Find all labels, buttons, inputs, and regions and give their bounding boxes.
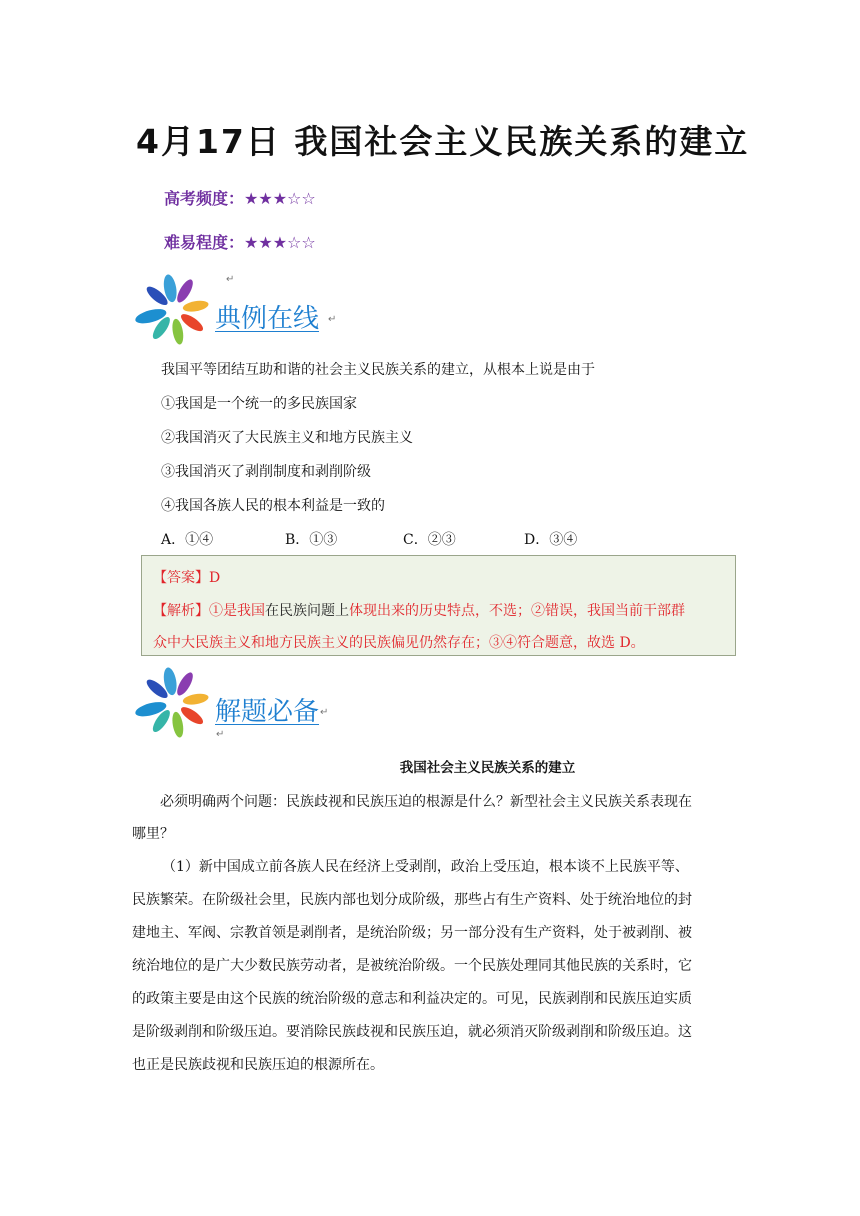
statement-1: ①我国是一个统一的多民族国家 — [161, 396, 357, 412]
body-line-2: 哪里？ — [132, 826, 174, 842]
analysis-label: 【解析】 — [153, 603, 209, 619]
exam-frequency-label: 高考频度： — [164, 189, 245, 208]
flower-logo-icon — [132, 270, 212, 348]
section-subtitle: 我国社会主义民族关系的建立 — [399, 760, 576, 776]
flower-logo-icon — [132, 663, 212, 741]
example-heading: 典例在线 — [215, 304, 320, 334]
body-line-9: 也正是民族歧视和民族压迫的根源所在。 — [132, 1057, 384, 1073]
page-title: 4月17日 我国社会主义民族关系的建立 — [136, 122, 750, 161]
body-line-1: 必须明确两个问题：民族歧视和民族压迫的根源是什么？新型社会主义民族关系表现在 — [160, 794, 692, 810]
answer-options — [161, 529, 721, 549]
return-arrow-icon: ↵ — [216, 729, 225, 740]
body-line-6: 统治地位的是广大少数民族劳动者，是被统治阶级。一个民族处理同其他民族的关系时，它 — [132, 958, 692, 974]
answer-row — [153, 567, 220, 587]
analysis-part-1: ①是我国 — [209, 603, 265, 619]
statement-4: ④我国各族人民的根本利益是一致的 — [161, 498, 385, 514]
answer-label: 【答案】 — [153, 570, 209, 586]
option-a: A．①④ — [161, 532, 214, 548]
option-b: B．①③ — [285, 532, 338, 548]
question-text: 我国平等团结互助和谐的社会主义民族关系的建立，从根本上说是由于 — [161, 362, 595, 378]
statement-3: ③我国消灭了剥削制度和剥削阶级 — [161, 464, 371, 480]
return-arrow-icon: ↵ — [320, 707, 329, 718]
option-c: C．②③ — [403, 532, 456, 548]
statement-2: ②我国消灭了大民族主义和地方民族主义 — [161, 430, 413, 446]
exam-frequency — [164, 186, 316, 209]
answer-box — [141, 555, 736, 656]
analysis-row-2: 众中大民族主义和地方民族主义的民族偏见仍然存在；③④符合题意，故选 D。 — [153, 635, 645, 651]
difficulty-stars: ★★★☆☆ — [244, 233, 316, 252]
analysis-row-1 — [153, 600, 685, 620]
difficulty-label: 难易程度： — [164, 233, 245, 252]
return-arrow-icon: ↵ — [226, 274, 235, 285]
solving-section-header — [132, 663, 432, 743]
body-line-7: 的政策主要是由这个民族的统治阶级的意志和利益决定的。可见，民族剥削和民族压迫实质 — [132, 991, 692, 1007]
return-arrow-icon: ↵ — [328, 314, 337, 325]
answer-value: D — [209, 570, 221, 586]
solving-heading: 解题必备 — [215, 697, 320, 727]
example-section-header — [132, 270, 432, 350]
body-line-8: 是阶级剥削和阶级压迫。要消除民族歧视和民族压迫，就必须消灭阶级剥削和阶级压迫。这 — [132, 1024, 692, 1040]
difficulty-level — [164, 230, 316, 253]
body-line-5: 建地主、军阀、宗教首领是剥削者，是统治阶级；另一部分没有生产资料，处于被剥削、被 — [132, 925, 692, 941]
body-line-3: （1）新中国成立前各族人民在经济上受剥削，政治上受压迫，根本谈不上民族平等、 — [162, 859, 689, 875]
option-d: D．③④ — [524, 532, 578, 548]
exam-frequency-stars: ★★★☆☆ — [244, 189, 316, 208]
body-line-4: 民族繁荣。在阶级社会里，民族内部也划分成阶级，那些占有生产资料、处于统治地位的封 — [132, 892, 692, 908]
analysis-part-3: 体现出来的历史特点，不选；②错误，我国当前干部群 — [349, 603, 685, 619]
analysis-part-2: 在民族问题上 — [265, 603, 349, 619]
